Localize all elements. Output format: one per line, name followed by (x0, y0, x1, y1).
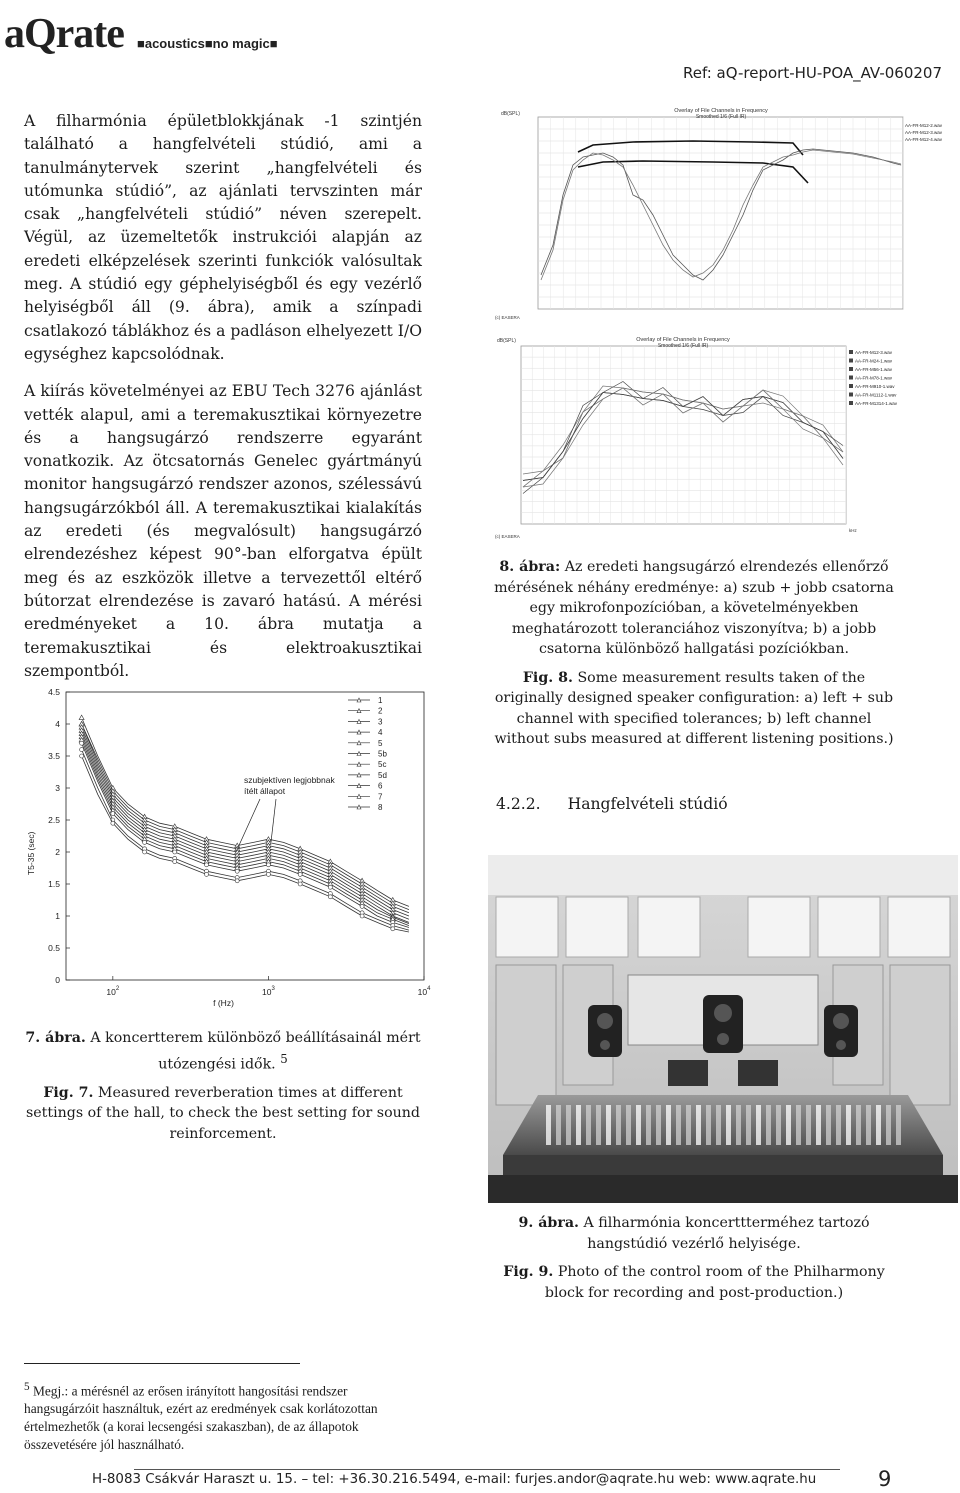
chart-b-title1: Overlay of File Channels in Frequency (636, 337, 730, 343)
fader-strip (666, 1105, 671, 1145)
frequency-response-chart-a (493, 105, 953, 323)
data-point (80, 754, 84, 758)
chart-b-xunit: kHz (849, 528, 857, 533)
legend-label: AA-FR-M24-1.wav (855, 358, 893, 364)
x-tick-label: $10^4$ (417, 986, 431, 997)
y-tick-label: 4 (55, 719, 60, 729)
legend-label: 1 (378, 696, 383, 705)
legend-label: AA-FR-M56-1.wav (855, 367, 893, 372)
fig8-en-text: Some measurement results taken of the originally designed speaker configuration: a) left + sub channel with specified tolerances; b) left channel without subs measured at different listening positions.) (494, 669, 894, 747)
body-text (24, 110, 422, 697)
fader-strip (706, 1105, 711, 1145)
data-point (235, 869, 239, 873)
y-tick-label: 2 (55, 847, 60, 857)
fig8-en-label: Fig. 8. (522, 669, 573, 686)
section-heading (496, 795, 728, 813)
data-point (298, 872, 302, 876)
data-point (205, 863, 209, 867)
legend-swatch (849, 384, 853, 388)
control-room-photo (488, 855, 958, 1203)
legend-label: 5b (378, 749, 387, 759)
fader-strip (836, 1105, 841, 1145)
y-axis-label: T5-35 (sec) (26, 831, 36, 876)
section-title: Hangfelvételi stúdió (567, 795, 728, 813)
footnote-text: Megj.: a mérésnél az erősen irányított hangosítási rendszer hangsugárzóit használtuk, ezért az eredmények csak korlátozottan értelmezhetők (a korai lecsengési szakaszban), de az állapotok összevetésére jól használható. (24, 1383, 378, 1453)
data-point (235, 879, 239, 883)
legend-label: 5c (378, 760, 387, 770)
data-point (205, 872, 209, 876)
legend-swatch (849, 350, 853, 354)
legend-label: 5d (378, 770, 387, 780)
fader-strip (746, 1105, 751, 1145)
y-tick-label: 0.5 (48, 943, 60, 953)
fader-strip (586, 1105, 591, 1145)
fader-strip (596, 1105, 601, 1145)
reverberation-chart (24, 680, 431, 1008)
footer-divider (134, 1469, 840, 1470)
legend-swatch (849, 393, 853, 397)
fader-strip (646, 1105, 651, 1145)
company-logo: aQrate (4, 11, 124, 57)
data-point (360, 914, 364, 918)
fig7-en-label: Fig. 7. (43, 1084, 94, 1101)
x-tick-label: $10^2$ (106, 986, 120, 997)
fader-strip (856, 1105, 861, 1145)
data-point (143, 840, 147, 844)
fader-strip (616, 1105, 621, 1145)
fig9-hu-text: A filharmónia koncerttterméhez tartozó hangstúdió vezérlő helyisége. (583, 1215, 870, 1252)
data-point (111, 812, 115, 816)
logo-tagline: ■acoustics■no magic■ (137, 36, 278, 51)
y-tick-label: 0 (55, 975, 60, 985)
fader-strip (826, 1105, 831, 1145)
legend-swatch (849, 359, 853, 363)
y-tick-label: 1.5 (48, 879, 60, 889)
x-tick-label: $10^3$ (262, 986, 275, 997)
legend-label: 7 (378, 792, 383, 802)
fader-strip (686, 1105, 691, 1145)
legend-swatch (849, 367, 853, 371)
data-point (391, 927, 395, 931)
fader-strip (736, 1105, 741, 1145)
data-point (360, 904, 364, 908)
fig7-hu-text: A koncertterem különböző beállításainál mért utózengési idők. (90, 1030, 421, 1073)
legend-swatch (849, 401, 853, 405)
fader-strip (726, 1105, 731, 1145)
fader-strip (786, 1105, 791, 1145)
fader-strip (796, 1105, 801, 1145)
legend-label: 6 (378, 781, 383, 791)
fader-strip (696, 1105, 701, 1145)
fader-strip (846, 1105, 851, 1145)
fader-strip (716, 1105, 721, 1145)
x-axis-label: f (Hz) (213, 998, 234, 1008)
fader-strip (886, 1105, 891, 1145)
annotation-text: ítélt állapot (244, 786, 286, 796)
legend-swatch (849, 376, 853, 380)
paragraph-2: A kiírás követelményei az EBU Tech 3276 ajánlást vették alapul, ami a teremakusztikai környezetre és a hangsugárzó rendszerre egyaránt vonatkozik. Az ötcsatornás Genelec gyártmányú monitor hangsugárzó rendszer azonos, szélessávú hangsugárzókból áll. A teremakusztikai kialakítás az eredeti (és megvalósult) hangsugárzó elrendezéshez képest 90°-ban elforgatva épült meg és az eszközök illetve a tervezettől eltérő bútorzat elrendezése is zavaró hatású. A mérési eredményeket a 10. ábra mutatja a teremakusztikai és elektroakusztikai szempontból. (24, 382, 422, 680)
fader-strip (806, 1105, 811, 1145)
fader-strip (896, 1105, 901, 1145)
legend-label: AA-FR-M12-2.wav (905, 123, 943, 128)
plot-frame (66, 692, 424, 980)
frequency-response-chart-b (493, 330, 953, 540)
y-tick-label: 3.5 (48, 751, 60, 761)
legend-label: 2 (378, 706, 383, 716)
annotation-text: szubjektíven legjobbnak (244, 775, 335, 785)
document-reference: Ref: aQ-report-HU-POA_AV-060207 (683, 64, 942, 82)
figure-7-caption (24, 1028, 422, 1144)
fig7-hu-label: 7. ábra. (25, 1030, 86, 1046)
fader-strip (546, 1105, 551, 1145)
data-point (143, 850, 147, 854)
footnote-number: 5 (24, 1381, 30, 1393)
fader-strip (756, 1105, 761, 1145)
chart-a-title1: Overlay of File Channels in Frequency (674, 108, 768, 114)
fader-strip (776, 1105, 781, 1145)
chart-a-title2: Smoothed 1/6 (Full IR) (695, 114, 747, 120)
fader-strip (556, 1105, 561, 1145)
data-point (328, 885, 332, 889)
figure-9-caption (490, 1213, 898, 1303)
fig8-hu-label: 8. ábra: (499, 559, 561, 575)
legend-label: 4 (378, 728, 383, 738)
page-number: 9 (878, 1467, 892, 1491)
y-tick-label: 1 (55, 911, 60, 921)
legend-label: AA-FR-M910-1.wav (855, 384, 895, 389)
fig9-hu-label: 9. ábra. (518, 1215, 579, 1231)
legend-label: AA-FR-M12-3.wav (905, 130, 943, 135)
data-point (266, 863, 270, 867)
y-tick-label: 2.5 (48, 815, 60, 825)
chart-b-corner: (c) EASERA (495, 534, 520, 539)
legend-label: AA-FR-M78-1.wav (855, 375, 893, 381)
data-point (266, 872, 270, 876)
legend-label: AA-FR-M1112-1.wav (855, 392, 897, 398)
fig9-en-text: Photo of the control room of the Philharmony block for recording and post-production.) (544, 1264, 885, 1301)
fader-strip (566, 1105, 571, 1145)
footnote (24, 1378, 422, 1454)
chart-b-title2: Smoothed 1/6 (Full IR) (657, 343, 709, 349)
y-tick-label: 3 (55, 783, 60, 793)
fader-strip (636, 1105, 641, 1145)
legend-label: AA-FR-M1314-1.wav (855, 401, 898, 406)
fader-strip (626, 1105, 631, 1145)
fader-strip (576, 1105, 581, 1145)
chart-a-unit: dB(SPL) (501, 111, 520, 117)
fig7-en-text: Measured reverberation times at different settings of the hall, to check the best setting for sound reinforcement. (26, 1084, 420, 1142)
data-point (173, 850, 177, 854)
legend-label: AA-FR-M12-3.wav (855, 350, 893, 355)
data-point (173, 860, 177, 864)
legend-label: 5 (378, 738, 383, 748)
section-number: 4.2.2. (496, 795, 541, 813)
figure-8-caption (490, 557, 898, 750)
paragraph-1: A filharmónia épületblokkjának -1 szintjén található a hangfelvételi stúdió, ami a tanulmánytervek szerint „hangfelvételi és utómunka stúdió”, az ajánlati tervszinten már csak „hangfelvételi stúdió” néven szerepelt. Végül, az üzemeltetők instrukciói alapján az eredeti elképzelések szerinti funkciók valósultak meg. A stúdió egy géphelyiségből és egy vezérlő helyiségből áll (9. ábra), amik a színpadi csatlakozó táblákhoz és a padláson elhelyezett I/O egységhez kapcsolódnak. (24, 112, 422, 363)
fader-strip (676, 1105, 681, 1145)
fader-strip (766, 1105, 771, 1145)
data-point (111, 821, 115, 825)
legend-label: 3 (378, 717, 383, 727)
y-tick-label: 4.5 (48, 687, 60, 697)
fig7-footnote-ref: 5 (280, 1051, 288, 1066)
legend-label: AA-FR-M12-4.wav (905, 137, 943, 142)
chart-b-unit: dB(SPL) (497, 338, 516, 344)
footer-contact: H-8083 Csákvár Haraszt u. 15. – tel: +36.30.216.5494, e-mail: furjes.andor@aqrate.hu web: www.aqrate.hu (92, 1472, 817, 1487)
legend-label: 8 (378, 803, 383, 812)
footnote-divider (24, 1363, 300, 1364)
data-point (298, 882, 302, 886)
fader-strip (866, 1105, 871, 1145)
chart-a-corner: (c) EASERA (495, 315, 520, 320)
data-point (80, 748, 84, 752)
data-point (328, 895, 332, 899)
fig9-en-label: Fig. 9. (503, 1264, 554, 1280)
fader-strip (876, 1105, 881, 1145)
fader-strip (656, 1105, 661, 1145)
fader-strip (606, 1105, 611, 1145)
data-point (80, 741, 84, 745)
fader-strip (816, 1105, 821, 1145)
fig8-hu-text: Az eredeti hangsugárzó elrendezés ellenőrző mérésének néhány eredménye: a) szub + jobb csatorna egy mikrofonpozícióban, a követelményekben meghatározott toleranciához viszonyítva; b) a jobb csatorna különböző hallgatási pozíciókban. (494, 559, 894, 657)
